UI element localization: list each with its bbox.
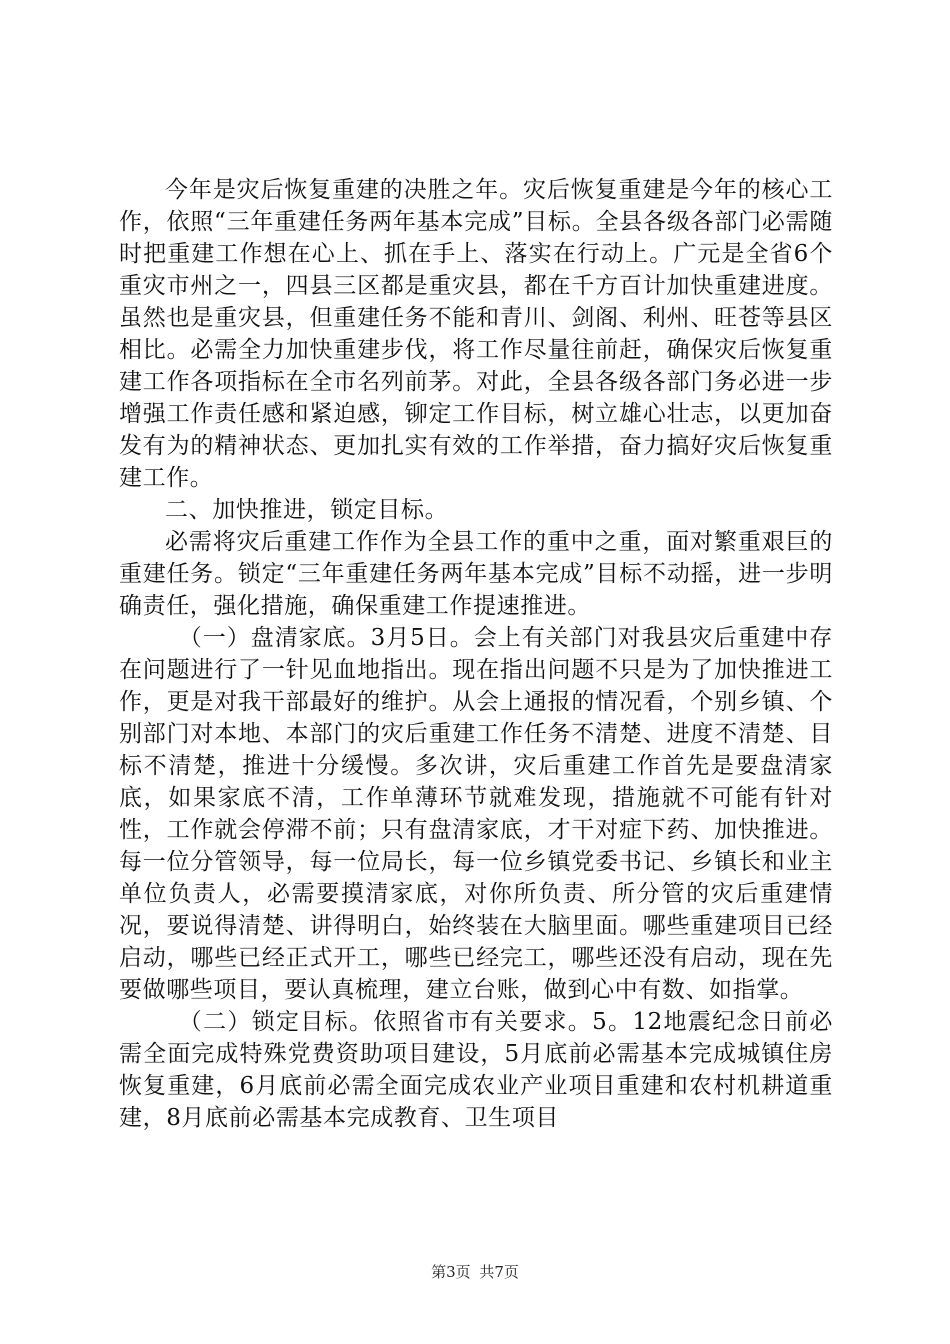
- paragraph-item-one: （一）盘清家底。3月5日。会上有关部门对我县灾后重建中存在问题进行了一针见血地指出。现在指出问题不只是为了加快推进工作，更是对我干部最好的维护。从会上通报的情况看，个别乡镇、个别部门对本地、本部门的灾后重建工作任务不清楚、进度不清楚、目标不清楚，推进十分缓慢。多次讲，灾后重建工作首先是要盘清家底，如果家底不清，工作单薄环节就难发现，措施就不可能有针对性，工作就会停滞不前；只有盘清家底，才干对症下药、加快推进。每一位分管领导，每一位局长，每一位乡镇党委书记、乡镇长和业主单位负责人，必需要摸清家底，对你所负责、所分管的灾后重建情况，要说得清楚、讲得明白，始终装在大脑里面。哪些重建项目已经启动，哪些已经正式开工，哪些已经完工，哪些还没有启动，现在先要做哪些项目，要认真梳理，建立台账，做到心中有数、如指掌。: [119, 625, 833, 1003]
- document-body: [119, 174, 833, 1134]
- paragraph-intro: 今年是灾后恢复重建的决胜之年。灾后恢复重建是今年的核心工作，依照“三年重建任务两年基本完成”目标。全县各级各部门必需随时把重建工作想在心上、抓在手上、落实在行动上。广元是全省6个重灾市州之一，四县三区都是重灾县，都在千方百计加快重建进度。虽然也是重灾县，但重建任务不能和青川、剑阁、利州、旺苍等县区相比。必需全力加快重建步伐，将工作尽量往前赶，确保灾后恢复重建工作各项指标在全市名列前茅。对此，全县各级各部门务必进一步增强工作责任感和紧迫感，铆定工作目标，树立雄心壮志，以更加奋发有为的精神状态、更加扎实有效的工作举措，奋力搞好灾后恢复重建工作。: [119, 177, 833, 491]
- page-number: 第3页: [431, 1263, 471, 1281]
- paragraph-item-two: （二）锁定目标。依照省市有关要求。5。12地震纪念日前必需全面完成特殊党费资助项目建设，5月底前必需基本完成城镇住房恢复重建，6月底前必需全面完成农业产业项目重建和农村机耕道重建，8月底前必需基本完成教育、卫生项目: [119, 1009, 833, 1131]
- paragraph-section-intro: 必需将灾后重建工作作为全县工作的重中之重，面对繁重艰巨的重建任务。锁定“三年重建任务两年基本完成”目标不动摇，进一步明确责任，强化措施，确保重建工作提速推进。: [119, 529, 833, 619]
- page-total: 共7页: [479, 1263, 519, 1281]
- section-heading: 二、加快推进，锁定目标。: [165, 497, 449, 523]
- page-footer: [0, 1262, 950, 1282]
